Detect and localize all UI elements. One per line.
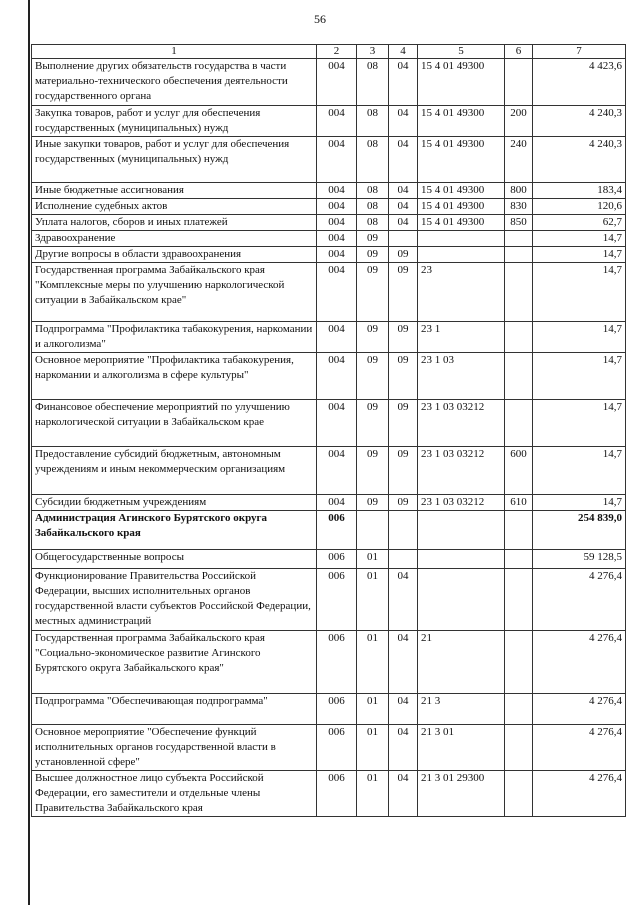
row-expense-type: 200 <box>505 106 533 137</box>
row-name: Подпрограмма "Обеспечивающая подпрограмма" <box>32 694 317 725</box>
row-expense-type <box>505 400 533 447</box>
row-amount: 4 276,4 <box>533 569 626 631</box>
row-amount: 14,7 <box>533 322 626 353</box>
row-gov-code: 004 <box>317 231 357 247</box>
column-header: 6 <box>505 45 533 59</box>
column-header: 3 <box>357 45 389 59</box>
table-row <box>32 231 626 247</box>
table-row <box>32 137 626 183</box>
row-amount: 120,6 <box>533 199 626 215</box>
row-expense-type: 850 <box>505 215 533 231</box>
table-row <box>32 771 626 817</box>
row-section: 01 <box>357 550 389 569</box>
row-gov-code: 004 <box>317 495 357 511</box>
row-section: 09 <box>357 353 389 400</box>
row-section: 08 <box>357 137 389 183</box>
row-amount: 62,7 <box>533 215 626 231</box>
table-row <box>32 247 626 263</box>
table-row <box>32 59 626 106</box>
row-section: 08 <box>357 215 389 231</box>
row-subsection <box>389 231 418 247</box>
row-expense-type: 830 <box>505 199 533 215</box>
row-expense-type: 800 <box>505 183 533 199</box>
row-expense-type <box>505 247 533 263</box>
row-subsection <box>389 550 418 569</box>
row-expense-type <box>505 59 533 106</box>
row-subsection: 09 <box>389 322 418 353</box>
row-subsection: 04 <box>389 137 418 183</box>
row-section: 01 <box>357 725 389 771</box>
table-row <box>32 183 626 199</box>
page-number: 56 <box>314 12 326 26</box>
row-name: Функционирование Правительства Российской Федерации, высших исполнительных органов государственной власти субъектов Российской Федерации, местных администраций <box>32 569 317 631</box>
row-amount: 254 839,0 <box>533 511 626 550</box>
row-subsection: 04 <box>389 569 418 631</box>
scan-margin-line <box>28 0 30 905</box>
row-gov-code: 004 <box>317 137 357 183</box>
row-name: Общегосударственные вопросы <box>32 550 317 569</box>
row-subsection: 09 <box>389 353 418 400</box>
row-expense-type <box>505 631 533 694</box>
table-row <box>32 447 626 495</box>
column-header: 7 <box>533 45 626 59</box>
row-target-article: 15 4 01 49300 <box>418 215 505 231</box>
row-gov-code: 004 <box>317 400 357 447</box>
row-gov-code: 004 <box>317 447 357 495</box>
row-amount: 183,4 <box>533 183 626 199</box>
row-target-article <box>418 569 505 631</box>
row-name: Высшее должностное лицо субъекта Российской Федерации, его заместители и отдельные члены Правительства Забайкальского края <box>32 771 317 817</box>
row-name: Государственная программа Забайкальского края "Комплексные меры по улучшению наркологической ситуации в Забайкальском крае" <box>32 263 317 322</box>
row-target-article: 15 4 01 49300 <box>418 106 505 137</box>
row-expense-type: 240 <box>505 137 533 183</box>
row-expense-type <box>505 694 533 725</box>
row-section: 09 <box>357 263 389 322</box>
row-target-article: 15 4 01 49300 <box>418 199 505 215</box>
row-name: Выполнение других обязательств государства в части материально-технического обеспечения деятельности государственного органа <box>32 59 317 106</box>
row-amount: 4 276,4 <box>533 694 626 725</box>
row-gov-code: 004 <box>317 199 357 215</box>
row-gov-code: 004 <box>317 353 357 400</box>
row-amount: 14,7 <box>533 231 626 247</box>
row-name: Субсидии бюджетным учреждениям <box>32 495 317 511</box>
row-subsection: 09 <box>389 495 418 511</box>
row-target-article: 21 3 <box>418 694 505 725</box>
row-target-article: 15 4 01 49300 <box>418 137 505 183</box>
budget-table-body <box>32 45 626 817</box>
row-target-article: 23 1 <box>418 322 505 353</box>
row-section: 09 <box>357 247 389 263</box>
table-row <box>32 322 626 353</box>
row-subsection: 04 <box>389 694 418 725</box>
column-header: 2 <box>317 45 357 59</box>
table-row <box>32 631 626 694</box>
row-section: 01 <box>357 771 389 817</box>
row-amount: 14,7 <box>533 400 626 447</box>
row-gov-code: 006 <box>317 631 357 694</box>
row-section <box>357 511 389 550</box>
column-header: 4 <box>389 45 418 59</box>
row-amount: 4 276,4 <box>533 631 626 694</box>
table-row <box>32 694 626 725</box>
row-target-article <box>418 511 505 550</box>
row-gov-code: 006 <box>317 694 357 725</box>
row-amount: 4 423,6 <box>533 59 626 106</box>
row-subsection: 04 <box>389 106 418 137</box>
table-row <box>32 495 626 511</box>
row-section: 01 <box>357 569 389 631</box>
row-subsection: 09 <box>389 263 418 322</box>
row-amount: 59 128,5 <box>533 550 626 569</box>
row-gov-code: 006 <box>317 511 357 550</box>
row-target-article: 15 4 01 49300 <box>418 59 505 106</box>
row-section: 09 <box>357 495 389 511</box>
row-gov-code: 004 <box>317 59 357 106</box>
row-section: 09 <box>357 322 389 353</box>
row-section: 09 <box>357 400 389 447</box>
row-section: 09 <box>357 447 389 495</box>
table-row <box>32 215 626 231</box>
table-row <box>32 400 626 447</box>
row-gov-code: 004 <box>317 263 357 322</box>
row-expense-type: 600 <box>505 447 533 495</box>
row-amount: 14,7 <box>533 495 626 511</box>
row-target-article: 21 <box>418 631 505 694</box>
row-subsection <box>389 511 418 550</box>
row-target-article: 15 4 01 49300 <box>418 183 505 199</box>
row-gov-code: 006 <box>317 569 357 631</box>
table-row <box>32 106 626 137</box>
row-section: 01 <box>357 694 389 725</box>
row-name: Основное мероприятие "Обеспечение функций исполнительных органов государственной власти в установленной сфере" <box>32 725 317 771</box>
row-expense-type <box>505 322 533 353</box>
row-gov-code: 004 <box>317 183 357 199</box>
row-name: Иные закупки товаров, работ и услуг для обеспечения государственных (муниципальных) нужд <box>32 137 317 183</box>
row-name: Здравоохранение <box>32 231 317 247</box>
row-target-article: 23 1 03 03212 <box>418 495 505 511</box>
row-target-article: 23 1 03 <box>418 353 505 400</box>
row-gov-code: 004 <box>317 106 357 137</box>
row-subsection: 04 <box>389 199 418 215</box>
row-gov-code: 006 <box>317 771 357 817</box>
row-expense-type <box>505 550 533 569</box>
row-target-article <box>418 550 505 569</box>
row-name: Другие вопросы в области здравоохранения <box>32 247 317 263</box>
row-name: Администрация Агинского Бурятского округа Забайкальского края <box>32 511 317 550</box>
table-row <box>32 199 626 215</box>
row-amount: 14,7 <box>533 353 626 400</box>
row-expense-type <box>505 231 533 247</box>
row-subsection: 04 <box>389 215 418 231</box>
row-expense-type: 610 <box>505 495 533 511</box>
row-section: 01 <box>357 631 389 694</box>
row-target-article: 23 1 03 03212 <box>418 400 505 447</box>
table-row <box>32 550 626 569</box>
row-section: 09 <box>357 231 389 247</box>
table-row <box>32 353 626 400</box>
row-name: Закупка товаров, работ и услуг для обеспечения государственных (муниципальных) нужд <box>32 106 317 137</box>
table-row <box>32 569 626 631</box>
row-amount: 4 276,4 <box>533 771 626 817</box>
row-target-article: 21 3 01 <box>418 725 505 771</box>
row-subsection: 09 <box>389 447 418 495</box>
row-name: Предоставление субсидий бюджетным, автономным учреждениям и иным некоммерческим организациям <box>32 447 317 495</box>
row-gov-code: 004 <box>317 247 357 263</box>
column-header: 5 <box>418 45 505 59</box>
column-header: 1 <box>32 45 317 59</box>
row-target-article <box>418 247 505 263</box>
row-expense-type <box>505 511 533 550</box>
row-subsection: 04 <box>389 183 418 199</box>
row-section: 08 <box>357 199 389 215</box>
row-name: Финансовое обеспечение мероприятий по улучшению наркологической ситуации в Забайкальском крае <box>32 400 317 447</box>
row-gov-code: 004 <box>317 215 357 231</box>
row-expense-type <box>505 771 533 817</box>
row-target-article <box>418 231 505 247</box>
row-section: 08 <box>357 59 389 106</box>
row-name: Исполнение судебных актов <box>32 199 317 215</box>
row-target-article: 21 3 01 29300 <box>418 771 505 817</box>
row-amount: 14,7 <box>533 447 626 495</box>
column-number-row <box>32 45 626 59</box>
row-expense-type <box>505 353 533 400</box>
row-expense-type <box>505 569 533 631</box>
row-name: Иные бюджетные ассигнования <box>32 183 317 199</box>
row-expense-type <box>505 725 533 771</box>
budget-table <box>31 44 626 817</box>
row-section: 08 <box>357 183 389 199</box>
row-name: Государственная программа Забайкальского края "Социально-экономическое развитие Агинского Бурятского округа Забайкальского края" <box>32 631 317 694</box>
row-target-article: 23 <box>418 263 505 322</box>
row-subsection: 09 <box>389 247 418 263</box>
row-subsection: 04 <box>389 631 418 694</box>
row-name: Уплата налогов, сборов и иных платежей <box>32 215 317 231</box>
row-amount: 14,7 <box>533 247 626 263</box>
row-expense-type <box>505 263 533 322</box>
row-name: Подпрограмма "Профилактика табакокурения, наркомании и алкоголизма" <box>32 322 317 353</box>
row-subsection: 04 <box>389 59 418 106</box>
table-row <box>32 263 626 322</box>
row-gov-code: 004 <box>317 322 357 353</box>
row-subsection: 09 <box>389 400 418 447</box>
table-row <box>32 511 626 550</box>
row-subsection: 04 <box>389 771 418 817</box>
row-subsection: 04 <box>389 725 418 771</box>
row-section: 08 <box>357 106 389 137</box>
table-row <box>32 725 626 771</box>
row-amount: 4 276,4 <box>533 725 626 771</box>
row-target-article: 23 1 03 03212 <box>418 447 505 495</box>
row-amount: 4 240,3 <box>533 137 626 183</box>
row-name: Основное мероприятие "Профилактика табакокурения, наркомании и алкоголизма в сфере культуры" <box>32 353 317 400</box>
row-amount: 14,7 <box>533 263 626 322</box>
row-gov-code: 006 <box>317 550 357 569</box>
row-gov-code: 006 <box>317 725 357 771</box>
row-amount: 4 240,3 <box>533 106 626 137</box>
